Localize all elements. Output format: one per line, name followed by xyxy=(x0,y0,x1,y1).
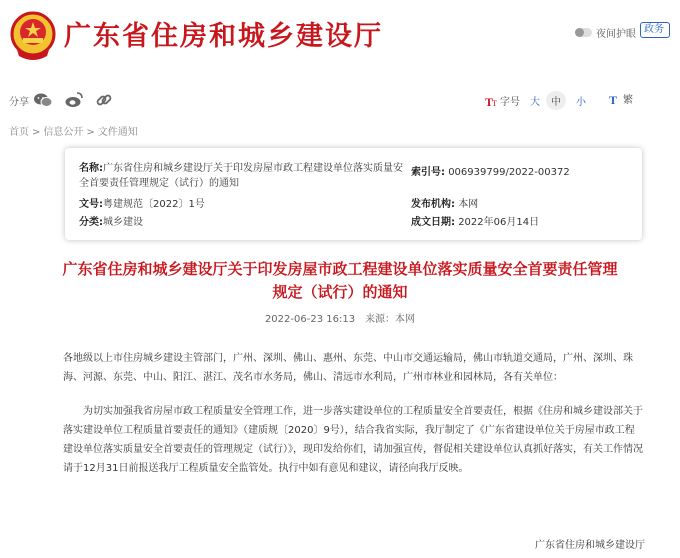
article-date: 2022-06-23 16:13 xyxy=(264,314,356,325)
share-label: 分享 xyxy=(9,97,29,108)
meta-doc-no-value: 粤建规范〔2022〕1号 xyxy=(103,199,205,210)
font-size-label: 字号 xyxy=(500,97,520,108)
font-size-large-button[interactable]: 大 xyxy=(530,97,540,108)
article-signature: 广东省住房和城乡建设厅 xyxy=(535,540,645,551)
traditional-label: 繁 xyxy=(623,95,633,106)
breadcrumb-info-public[interactable]: 信息公开 xyxy=(43,127,84,138)
breadcrumb-separator: > xyxy=(86,127,95,138)
meta-category-value: 城乡建设 xyxy=(103,217,143,228)
breadcrumb-separator: > xyxy=(32,127,41,138)
meta-doc-no xyxy=(79,195,205,210)
meta-category-key: 分类: xyxy=(79,217,103,228)
font-size-icon xyxy=(485,95,498,107)
meta-date-value: 2022年06月14日 xyxy=(458,217,540,228)
national-emblem-icon xyxy=(9,10,57,62)
meta-name xyxy=(79,161,404,191)
night-mode-label: 夜间护眼 xyxy=(596,29,636,40)
meta-index xyxy=(411,163,570,178)
traditional-icon xyxy=(609,93,620,105)
svg-text:T: T xyxy=(485,94,494,109)
meta-publisher-key: 发布机构: xyxy=(411,199,455,210)
toggle-switch-icon[interactable] xyxy=(575,28,592,37)
site-title[interactable]: 广东省住房和城乡建设厅 xyxy=(64,21,383,52)
breadcrumb xyxy=(9,123,138,138)
font-size-small-button[interactable]: 小 xyxy=(576,97,586,108)
traditional-chinese-toggle[interactable] xyxy=(609,91,633,106)
meta-doc-no-key: 文号: xyxy=(79,199,103,210)
article-paragraph-body: 为切实加强我省房屋市政工程质量安全管理工作，进一步落实建设单位的工程质量安全首要责任，根据《住房和城乡建设部关于落实建设单位工程质量首要责任的通知》（建质规〔2020〕9号），结合我省实际，我厅制定了《广东省建设单位关于房屋市政工程建设单位落实质量安全首要责任的管理规定（试行）》，现印发给你们，请加强宣传，督促相关建设单位认真抓好落实，有关工作情况请于12月31日前报送我厅工程质量安全监管处。执行中如有意见和建议，请径向我厅反映。 xyxy=(63,406,643,474)
breadcrumb-home[interactable]: 首页 xyxy=(9,127,29,138)
meta-index-key: 索引号: xyxy=(411,167,445,178)
meta-index-value: 006939799/2022-00372 xyxy=(448,167,570,178)
meta-name-value: 广东省住房和城乡建设厅关于印发房屋市政工程建设单位落实质量安全首要责任管理规定（试行）的通知 xyxy=(79,163,403,189)
meta-category xyxy=(79,213,143,228)
weibo-icon[interactable] xyxy=(64,90,84,110)
night-mode-toggle[interactable] xyxy=(575,25,636,40)
link-icon[interactable] xyxy=(94,90,114,110)
meta-name-key: 名称: xyxy=(79,163,103,174)
site-header xyxy=(0,0,664,80)
meta-publisher-value: 本网 xyxy=(458,199,479,210)
meta-date xyxy=(411,213,539,228)
article-source: 来源：本网 xyxy=(365,314,416,325)
article-title: 广东省住房和城乡建设厅关于印发房屋市政工程建设单位落实质量安全首要责任管理规定（试行）的通知 xyxy=(62,260,618,301)
document-meta-box xyxy=(65,148,642,240)
meta-date-key: 成文日期: xyxy=(411,217,455,228)
svg-text:T: T xyxy=(609,92,618,107)
font-size-tools xyxy=(485,91,586,110)
article-paragraph-recipients: 各地级以上市住房城乡建设主管部门，广州、深圳、佛山、惠州、东莞、中山市交通运输局，佛山市轨道交通局，广州、深圳、珠海、河源、东莞、中山、阳江、湛江、茂名市水务局，佛山、清远市水利局，广州市林业和园林局，各有关单位： xyxy=(63,353,633,383)
font-size-medium-button[interactable]: 中 xyxy=(546,91,566,110)
meta-publisher xyxy=(411,195,478,210)
share-bar xyxy=(0,88,660,112)
breadcrumb-file-notice[interactable]: 文件通知 xyxy=(97,127,138,138)
article-info xyxy=(0,310,680,325)
gov-service-tab[interactable]: 政务 xyxy=(640,22,670,38)
wechat-icon[interactable] xyxy=(33,90,53,110)
svg-text:T: T xyxy=(492,98,497,108)
